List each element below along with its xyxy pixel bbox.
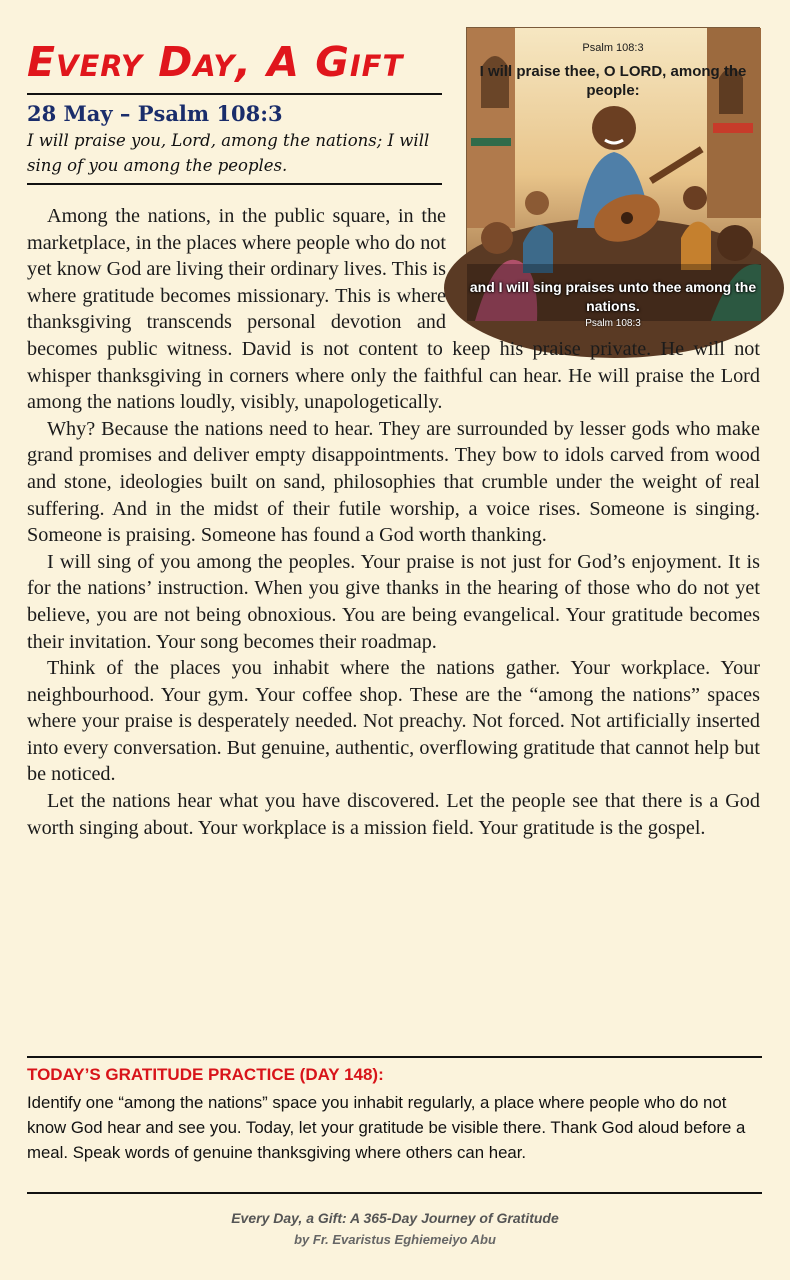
body-paragraph: I will sing of you among the peoples. Your praise is not just for God’s enjoyment. It is for the nations’ instruction. When you give thanks in the hearing of those who do not yet believe, you are not being obnoxious. You are being evangelical. Your gratitude becomes their invitation. Your song becomes their roadmap.	[27, 550, 760, 653]
verse-divider	[27, 183, 442, 185]
footer	[0, 1208, 790, 1250]
title-divider	[27, 93, 442, 95]
practice-text: Identify one “among the nations” space you inhabit regularly, a place where people who do not know God hear and see you. Today, let your gratitude be visible there. Thank God aloud before a meal. Speak words of genuine thanksgiving where others can hear.	[27, 1093, 746, 1162]
illustration-ref-top: Psalm 108:3	[582, 42, 644, 54]
illustration-quote-bottom: and I will sing praises unto thee among the nations.	[469, 279, 757, 314]
body-paragraph: Think of the places you inhabit where the nations gather. Your workplace. Your neighbourhood. Your gym. Your coffee shop. These are the “among the nations” spaces where your praise is desperately needed. Not preachy. Not forced. Not artificially inserted into every conversation. But genuine, authentic, overflowing gratitude that cannot help but be noticed.	[27, 657, 760, 786]
author-credit: by Fr. Evaristus Eghiemeiyo Abu	[294, 1232, 496, 1247]
page-title: Every Day, A Gift	[27, 38, 404, 86]
practice-heading: TODAY’S GRATITUDE PRACTICE (DAY 148):	[27, 1065, 384, 1084]
body-paragraph: Among the nations, in the public square, in the marketplace, in the places where people who do not yet know God are living their ordinary lives. This is where gratitude becomes missionary. This is where thanksgiving transcends personal devotion and becomes public witness. David is not content to keep his praise private. He will not whisper thanksgiving in corners where only the faithful can hear. He will praise the Lord among the nations loudly, visibly, unapologetically.	[27, 205, 760, 414]
practice-top-divider	[27, 1056, 762, 1058]
devotional-body	[27, 203, 760, 841]
body-paragraph: Why? Because the nations need to hear. They are surrounded by lesser gods who make grand promises and deliver empty disappointments. They bow to idols carved from wood and stone, ideologies built on sand, philosophies that crumble under the weight of real suffering. And in the midst of their futile worship, a voice rises. Someone is singing. Someone is praising. Someone has found a God worth thanking.	[27, 417, 760, 547]
illustration-spacer	[446, 203, 760, 328]
scripture-verse: I will praise you, Lord, among the nations; I will sing of you among the peoples.	[27, 131, 430, 175]
practice-bottom-divider	[27, 1192, 762, 1194]
body-paragraph: Let the nations hear what you have discovered. Let the people see that there is a God worth singing about. Your workplace is a mission field. Your gratitude is the gospel.	[27, 790, 760, 839]
date-reference: 28 May – Psalm 108:3	[27, 101, 283, 126]
illustration-ref-bottom: Psalm 108:3	[585, 318, 641, 329]
book-title: Every Day, a Gift: A 365-Day Journey of Gratitude	[231, 1210, 559, 1226]
illustration-quote-top: I will praise thee, O LORD, among the people:	[479, 63, 747, 99]
